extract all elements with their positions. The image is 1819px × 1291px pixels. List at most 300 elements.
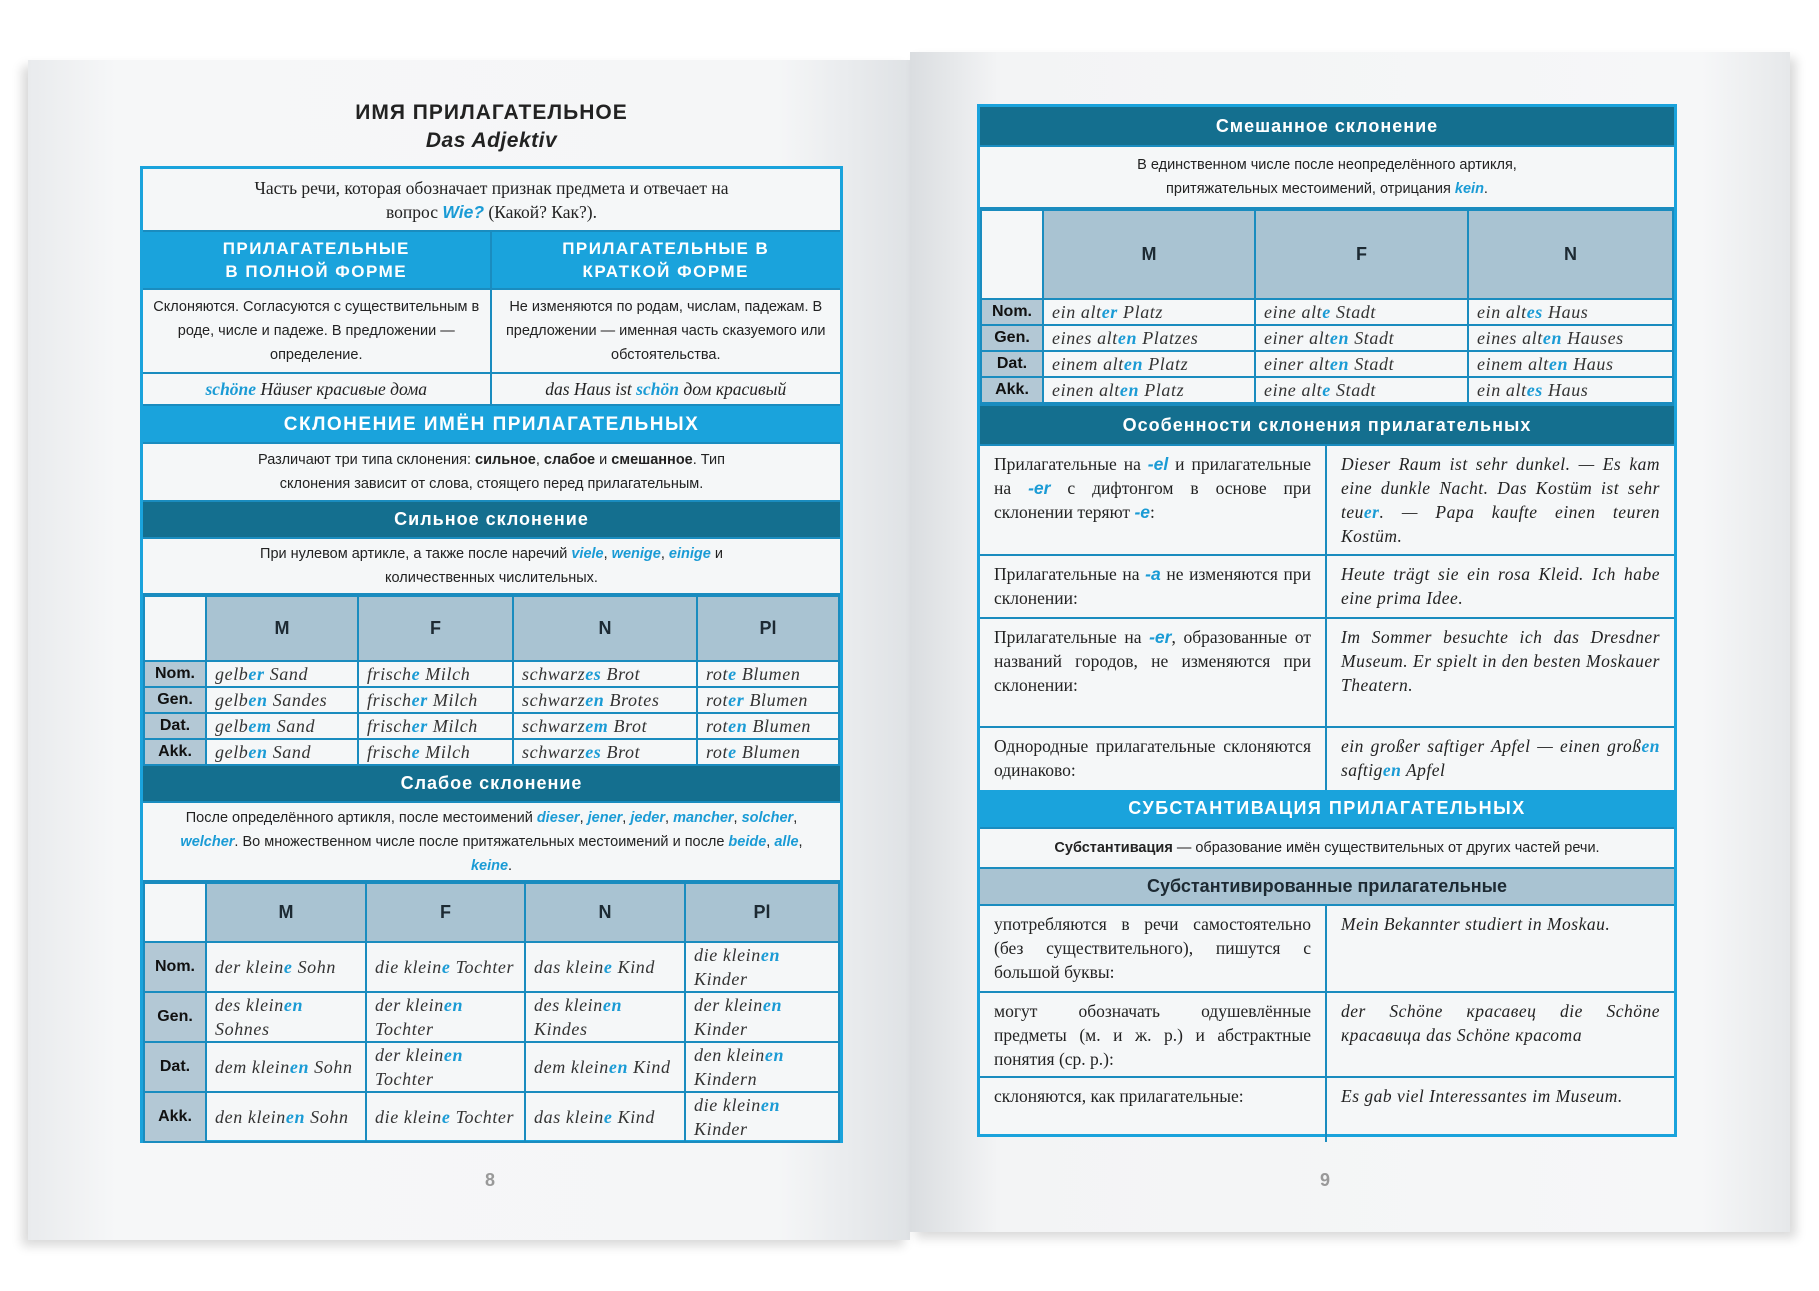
rich-text: [223, 542, 760, 590]
text-segment: frisch: [367, 690, 412, 710]
text-segment: der klein: [375, 995, 444, 1015]
text-segment: ,: [798, 833, 803, 850]
mixed-declension-table: [980, 209, 1674, 404]
text-segment: der klein: [694, 995, 763, 1015]
text-segment: ,: [603, 546, 612, 562]
text-segment: , образованные от названий городов, не изменяются при склонении:: [994, 627, 1311, 695]
forms-header: [143, 232, 840, 290]
column-header: Pl: [685, 883, 839, 942]
highlight-text: er: [411, 690, 428, 710]
declension-cell: [206, 687, 358, 713]
declension-cell: [525, 942, 685, 992]
text-segment: При нулевом артикле, а также после наречий: [260, 546, 572, 562]
text-segment: могут обозначать одушевлённые предметы (м. и ж. р.) и абстрактные понятия (ср. р.):: [994, 1001, 1311, 1069]
text-segment: Häuser красивые дома: [256, 379, 427, 399]
feature-row: [980, 446, 1674, 556]
text-segment: Blumen: [736, 664, 801, 684]
declension-cell: [1043, 299, 1255, 325]
text-segment: Sand: [271, 716, 316, 736]
column-header: N: [513, 596, 697, 661]
text-segment: Es gab viel Interessantes im Museum.: [1341, 1086, 1623, 1106]
short-form-heading: ПРИЛАГАТЕЛЬНЫЕ В КРАТКОЙ ФОРМЕ: [492, 232, 841, 288]
rule-text: [980, 1078, 1327, 1142]
declension-cell: [358, 661, 513, 687]
text-segment: Blumen: [736, 742, 801, 762]
highlight-text: e: [1322, 302, 1331, 322]
text-segment: Mein Bekannter studiert in Moskau.: [1341, 914, 1611, 934]
page-number: 8: [485, 1170, 496, 1190]
text-segment: schwarz: [522, 742, 586, 762]
text-segment: Brot: [601, 664, 641, 684]
highlight-text: e: [411, 664, 421, 684]
highlight-text: en: [760, 945, 781, 965]
rule-text: [980, 906, 1327, 991]
text-segment: с дифтонгом в основе при склонении теряют: [994, 478, 1311, 522]
highlight-text: e: [411, 742, 421, 762]
text-segment: rot: [706, 664, 729, 684]
text-segment: Sohn: [292, 957, 336, 977]
highlight-text: en: [289, 1057, 310, 1077]
declension-cell: [685, 942, 839, 992]
highlight-text: en: [1548, 354, 1569, 374]
case-label: Nom.: [144, 942, 206, 992]
declension-cell: [358, 739, 513, 765]
highlight-text: e: [728, 742, 737, 762]
column-header: M: [206, 596, 358, 661]
text-segment: eines alt: [1477, 328, 1543, 348]
page-subtitle: Das Adjektiv: [425, 129, 558, 152]
declension-cell: [358, 713, 513, 739]
highlight-text: er: [728, 690, 745, 710]
highlight-text: welcher: [180, 833, 235, 850]
highlight-text: viele: [571, 546, 604, 562]
highlight-text: beide: [728, 833, 767, 850]
declension-cell: [513, 713, 697, 739]
text-segment: Haus: [1542, 302, 1589, 322]
text-segment: Sandes: [267, 690, 328, 710]
text-segment: Stadt: [1330, 380, 1376, 400]
page-title: ИМЯ ПРИЛАГАТЕЛЬНОЕ: [355, 101, 628, 124]
text-segment: gelb: [215, 690, 249, 710]
declension-cell: [685, 1092, 839, 1142]
text-segment: Kinder: [694, 1119, 748, 1139]
declension-cell: [206, 942, 366, 992]
text-segment: Kinder: [694, 1019, 748, 1039]
text-segment: В единственном числе после неопределённого артикля, притяжательных местоимений, отрицания: [1137, 157, 1517, 197]
text-segment: Blumen: [747, 716, 812, 736]
text-segment: ,: [579, 809, 588, 826]
text-segment: des klein: [215, 995, 284, 1015]
declension-cell: [525, 1092, 685, 1142]
declension-cell: [1468, 325, 1673, 351]
table-row: [981, 377, 1673, 403]
text-segment: Sand: [264, 664, 309, 684]
declension-cell: [1255, 351, 1468, 377]
column-header: M: [1043, 210, 1255, 299]
case-label: Akk.: [144, 739, 206, 765]
declension-cell: [366, 1042, 525, 1092]
text-segment: употребляются в речи самостоятельно (без существительного), пишутся с большой буквы:: [994, 914, 1311, 982]
text-segment: .: [1483, 181, 1488, 197]
text-segment: Platzes: [1137, 328, 1199, 348]
text-segment: ,: [793, 809, 798, 826]
text-segment: Haus: [1568, 354, 1614, 374]
declension-cell: [1255, 299, 1468, 325]
highlight-text: en: [1119, 380, 1140, 400]
text-segment: Brot: [608, 716, 648, 736]
rich-text: [243, 176, 740, 224]
example-text: [1327, 619, 1674, 726]
right-box: [977, 104, 1677, 1137]
text-segment: .: [508, 857, 513, 874]
column-header: F: [1255, 210, 1468, 299]
column-header: N: [1468, 210, 1673, 299]
highlight-text: en: [762, 995, 783, 1015]
case-label: Dat.: [144, 713, 206, 739]
highlight-text: e: [283, 957, 293, 977]
declension-cell: [697, 739, 839, 765]
table-header-row: [144, 596, 839, 661]
text-segment: Stadt: [1349, 328, 1395, 348]
strong-declension-text: [143, 539, 840, 595]
declension-cell: [366, 1092, 525, 1142]
highlight-text: -er: [1028, 478, 1051, 498]
declension-cell: [206, 713, 358, 739]
text-segment: (Какой? Как?).: [484, 201, 597, 222]
declension-cell: [1043, 377, 1255, 403]
mixed-declension-heading: Смешанное склонение: [980, 107, 1674, 147]
example-text: [1327, 993, 1674, 1076]
case-label: Gen.: [144, 992, 206, 1042]
substantivation-heading: СУБСТАНТИВАЦИЯ ПРИЛАГАТЕЛЬНЫХ: [980, 790, 1674, 829]
highlight-text: es: [585, 742, 602, 762]
table-row: [144, 713, 839, 739]
highlight-text: -e: [1134, 502, 1150, 522]
highlight-text: es: [1526, 380, 1543, 400]
declension-cell: [206, 1042, 366, 1092]
weak-declension-table: [143, 882, 840, 1143]
highlight-text: keine: [470, 857, 509, 874]
text-segment: — образование имён существительных от других частей речи.: [1172, 840, 1600, 856]
text-segment: Dieser Raum ist sehr dunkel. — Es kam eine dunkle Nacht. Das Kostüm ist sehr teu: [1341, 454, 1660, 522]
table-row: [981, 325, 1673, 351]
text-segment: и прилагательные на: [994, 454, 1311, 498]
rich-text: [223, 448, 760, 496]
feature-row: [980, 556, 1674, 619]
table-row: [144, 661, 839, 687]
rich-text: [545, 377, 786, 401]
corner-cell: [144, 596, 206, 661]
table-row: [144, 687, 839, 713]
highlight-text: en: [608, 1057, 629, 1077]
declension-cell: [206, 739, 358, 765]
text-segment: frisch: [367, 664, 412, 684]
case-label: Nom.: [144, 661, 206, 687]
text-segment: Tochter: [375, 1069, 434, 1089]
weak-declension-heading: Слабое склонение: [143, 766, 840, 803]
text-segment: Brotes: [604, 690, 660, 710]
declension-cell: [685, 992, 839, 1042]
text-segment: Sand: [267, 742, 312, 762]
rule-text: [980, 993, 1327, 1076]
text-segment: ein alt: [1052, 302, 1102, 322]
highlight-text: schön: [636, 379, 679, 399]
text-segment: Milch: [427, 716, 478, 736]
corner-cell: [144, 883, 206, 942]
highlight-text: jeder: [630, 809, 666, 826]
text-segment: den klein: [215, 1107, 286, 1127]
highlight-text: jener: [587, 809, 623, 826]
text-segment: . Во множественном числе после притяжательных местоимений и после: [234, 833, 729, 850]
column-header: M: [206, 883, 366, 942]
highlight-text: einige: [668, 546, 711, 562]
highlight-text: en: [1641, 736, 1660, 756]
declension-cell: [697, 687, 839, 713]
text-segment: die klein: [375, 1107, 442, 1127]
text-segment: Kind: [612, 957, 655, 977]
adjective-box: [140, 166, 843, 1143]
text-segment: Milch: [420, 664, 471, 684]
declension-cell: [1255, 377, 1468, 403]
highlight-text: en: [602, 995, 623, 1015]
text-segment: Im Sommer besuchte ich das Dresdner Museum. Er spielt in den besten Moskauer Theatern.: [1341, 627, 1660, 695]
declension-cell: [206, 661, 358, 687]
text-segment: eine alt: [1264, 380, 1323, 400]
text-segment: die klein: [375, 957, 442, 977]
column-header: F: [366, 883, 525, 942]
example-text: [1327, 1078, 1674, 1142]
text-segment: ,: [665, 809, 674, 826]
text-segment: rot: [706, 690, 729, 710]
column-header: F: [358, 596, 513, 661]
forms-description: [143, 290, 840, 374]
highlight-text: en: [1329, 328, 1350, 348]
text-segment: ,: [622, 809, 631, 826]
highlight-text: alle: [774, 833, 799, 850]
highlight-text: смешанное: [611, 452, 693, 468]
declension-heading: СКЛОНЕНИЕ ИМЁН ПРИЛАГАТЕЛЬНЫХ: [143, 406, 840, 444]
rule-text: [980, 446, 1327, 554]
rule-text: [980, 619, 1327, 726]
text-segment: Tochter: [450, 957, 515, 977]
text-segment: ein alt: [1477, 380, 1527, 400]
text-segment: gelb: [215, 664, 249, 684]
text-segment: Прилагательные на: [994, 627, 1150, 647]
highlight-text: er: [248, 664, 265, 684]
highlight-text: em: [585, 716, 609, 736]
text-segment: ein großer saftiger Apfel — einen groß: [1341, 736, 1642, 756]
highlight-text: er: [1363, 502, 1380, 522]
example-text: [1327, 446, 1674, 554]
short-form-example: [492, 374, 841, 404]
full-form-example: [143, 374, 492, 404]
text-segment: ,: [535, 452, 544, 468]
text-segment: die klein: [694, 1095, 761, 1115]
text-segment: rot: [706, 716, 729, 736]
text-segment: склоняются, как прилагательные:: [994, 1086, 1244, 1106]
declension-cell: [1468, 377, 1673, 403]
text-segment: Sohnes: [215, 1019, 270, 1039]
text-segment: einen alt: [1052, 380, 1120, 400]
rich-text: [206, 377, 428, 401]
declension-cell: [685, 1042, 839, 1092]
highlight-text: es: [1526, 302, 1543, 322]
text-segment: einem alt: [1477, 354, 1549, 374]
rich-text: [1110, 153, 1544, 201]
text-segment: eines alt: [1052, 328, 1118, 348]
highlight-text: en: [1329, 354, 1350, 374]
text-segment: Blumen: [744, 690, 809, 710]
text-segment: einem alt: [1052, 354, 1124, 374]
text-segment: Kindern: [694, 1069, 758, 1089]
example-text: [1327, 556, 1674, 617]
declension-cell: [525, 1042, 685, 1092]
text-segment: der Schöne красавец die Schöne красавица das Schöne красота: [1341, 1001, 1660, 1045]
text-segment: . — Papa kaufte einen teuren Kostüm.: [1341, 502, 1660, 546]
highlight-text: e: [1322, 380, 1331, 400]
text-segment: der klein: [215, 957, 284, 977]
text-segment: ,: [733, 809, 742, 826]
substantivated-heading: Субстантивированные прилагательные: [980, 869, 1674, 906]
declension-cell: [206, 992, 366, 1042]
text-segment: Stadt: [1330, 302, 1376, 322]
declension-cell: [206, 1092, 366, 1142]
page-number: 9: [1320, 1170, 1331, 1190]
text-segment: После определённого артикля, после местоимений: [185, 809, 537, 826]
highlight-text: en: [1542, 328, 1563, 348]
declension-cell: [1468, 351, 1673, 377]
declension-cell: [513, 661, 697, 687]
table-row: [144, 1092, 839, 1142]
rule-text: [980, 556, 1327, 617]
substantivated-row: [980, 906, 1674, 993]
text-segment: dem klein: [215, 1057, 290, 1077]
text-segment: den klein: [694, 1045, 765, 1065]
declension-cell: [697, 713, 839, 739]
highlight-text: en: [443, 1045, 464, 1065]
text-segment: das klein: [534, 957, 604, 977]
highlight-text: es: [585, 664, 602, 684]
highlight-text: en: [283, 995, 304, 1015]
highlight-text: слабое: [543, 452, 596, 468]
text-segment: dem klein: [534, 1057, 609, 1077]
highlight-text: en: [1123, 354, 1144, 374]
text-segment: Haus: [1542, 380, 1589, 400]
declension-text: [143, 444, 840, 502]
highlight-text: schöne: [205, 379, 257, 399]
highlight-text: en: [285, 1107, 306, 1127]
highlight-text: e: [603, 957, 613, 977]
column-header: Pl: [697, 596, 839, 661]
case-label: Dat.: [981, 351, 1043, 377]
highlight-text: wenige: [611, 546, 661, 562]
text-segment: schwarz: [522, 690, 586, 710]
text-segment: Milch: [427, 690, 478, 710]
full-form-heading: ПРИЛАГАТЕЛЬНЫЕ В ПОЛНОЙ ФОРМЕ: [143, 232, 492, 288]
declension-cell: [366, 992, 525, 1042]
text-segment: Kinder: [694, 969, 748, 989]
highlight-text: kein: [1454, 181, 1484, 197]
highlight-text: en: [443, 995, 464, 1015]
column-header: N: [525, 883, 685, 942]
highlight-text: en: [764, 1045, 785, 1065]
declension-cell: [358, 687, 513, 713]
rich-text: [173, 806, 810, 878]
text-segment: ,: [660, 546, 669, 562]
declension-cell: [513, 687, 697, 713]
highlight-text: en: [1382, 760, 1402, 780]
highlight-text: e: [441, 957, 451, 977]
corner-cell: [981, 210, 1043, 299]
rule-text: [980, 728, 1327, 790]
text-segment: der klein: [375, 1045, 444, 1065]
case-label: Gen.: [144, 687, 206, 713]
text-segment: Brot: [601, 742, 641, 762]
highlight-text: en: [248, 690, 268, 710]
case-label: Akk.: [144, 1092, 206, 1142]
text-segment: Tochter: [375, 1019, 434, 1039]
highlight-text: -el: [1147, 454, 1169, 474]
text-segment: Прилагательные на: [994, 564, 1146, 584]
text-segment: gelb: [215, 716, 249, 736]
highlight-text: em: [248, 716, 272, 736]
text-segment: . Тип склонения зависит от слова, стоящего перед прилагательным.: [279, 452, 725, 492]
rich-text: [1054, 836, 1599, 860]
highlight-text: Wie?: [442, 201, 485, 222]
text-segment: Stadt: [1349, 354, 1395, 374]
declension-cell: [697, 661, 839, 687]
text-segment: и: [595, 452, 612, 468]
case-label: Nom.: [981, 299, 1043, 325]
highlight-text: e: [728, 664, 737, 684]
text-segment: eine alt: [1264, 302, 1323, 322]
text-segment: schwarz: [522, 664, 586, 684]
text-segment: schwarz: [522, 716, 586, 736]
text-segment: Kind: [628, 1057, 671, 1077]
text-segment: Прилагательные на: [994, 454, 1148, 474]
declension-cell: [1255, 325, 1468, 351]
table-row: [144, 1042, 839, 1092]
text-segment: Milch: [420, 742, 471, 762]
text-segment: Однородные прилагательные склоняются одинаково:: [994, 736, 1311, 780]
text-segment: Различают три типа склонения:: [258, 452, 476, 468]
weak-declension-text: [143, 803, 840, 882]
highlight-text: en: [248, 742, 268, 762]
text-segment: Tochter: [450, 1107, 515, 1127]
text-segment: Platz: [1143, 354, 1189, 374]
example-text: [1327, 728, 1674, 790]
feature-row: [980, 619, 1674, 728]
table-row: [981, 299, 1673, 325]
text-segment: gelb: [215, 742, 249, 762]
text-segment: saftig: [1341, 760, 1383, 780]
text-segment: frisch: [367, 716, 412, 736]
highlight-text: en: [760, 1095, 781, 1115]
table-header-row: [144, 883, 839, 942]
weak-table-wrap: [143, 882, 840, 1143]
text-segment: das klein: [534, 1107, 604, 1127]
text-segment: Sohn: [305, 1107, 349, 1127]
text-segment: Platz: [1117, 302, 1164, 322]
feature-row: [980, 728, 1674, 790]
text-segment: Platz: [1139, 380, 1185, 400]
text-segment: Kindes: [534, 1019, 588, 1039]
text-segment: frisch: [367, 742, 412, 762]
highlight-text: mancher: [673, 809, 734, 826]
features-heading: Особенности склонения прилагательных: [980, 406, 1674, 446]
table-row: [144, 739, 839, 765]
table-row: [981, 351, 1673, 377]
